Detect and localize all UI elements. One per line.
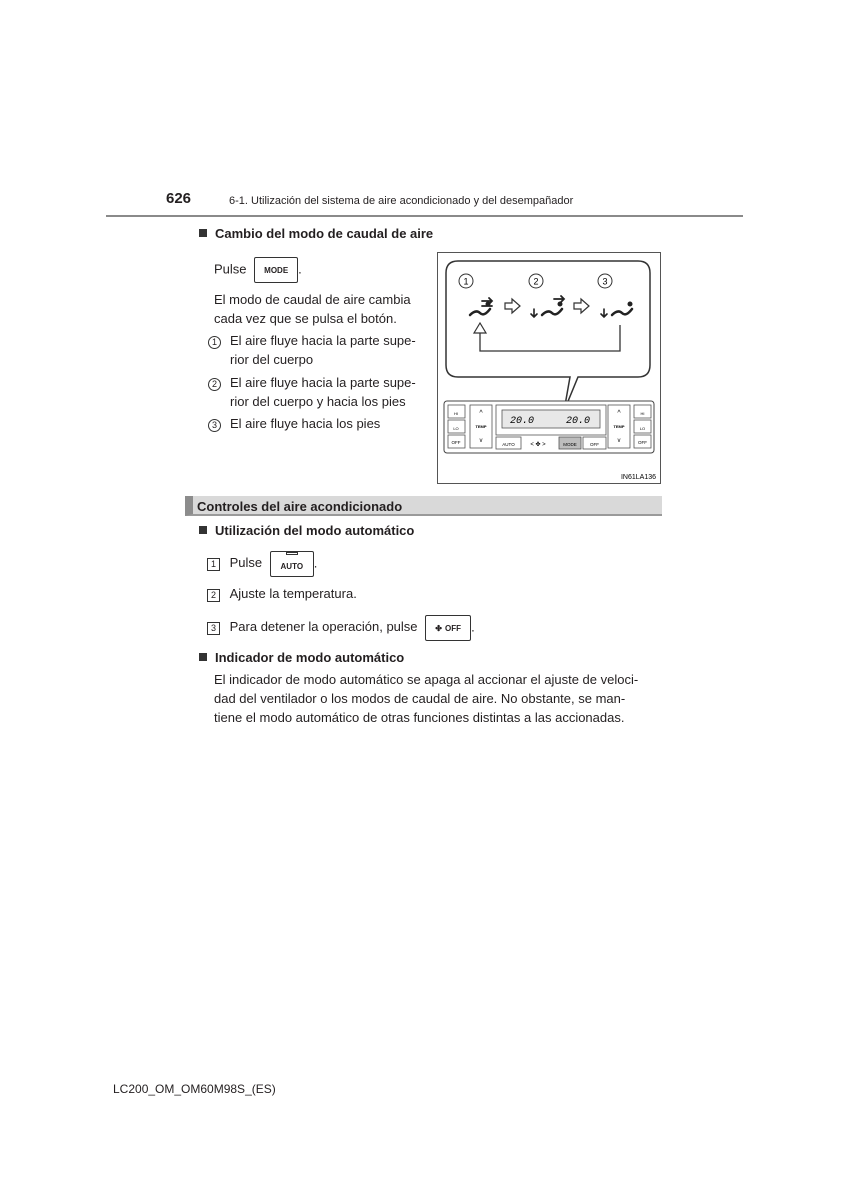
fan-icon: ✤ [435,623,442,633]
svg-text:OFF: OFF [638,440,647,445]
fan-off-key-icon: ✤ OFF [425,615,471,641]
mode-key-icon: MODE [254,257,298,283]
step-number: 1 [207,558,220,571]
figure-code: IN61LA136 [620,474,656,481]
air-mode-description: El modo de caudal de aire cambia cada vez que se pulsa el botón. [214,292,411,326]
header-rule [106,215,743,217]
auto-step-3: 3 Para detener la operación, pulse ✤ OFF . [207,615,475,641]
svg-text:TEMP: TEMP [475,424,487,429]
svg-text:OFF: OFF [451,440,461,445]
running-header: 6-1. Utilización del sistema de aire acondicionado y del desempañador [229,195,574,207]
indicator-paragraph: El indicador de modo automático se apaga al accionar el ajuste de veloci- dad del ventilador o los modos de caudal de aire. No obstante, se man- tiene el modo automático de otras funciones distintas a las accionadas. [214,672,639,725]
svg-text:TEMP: TEMP [613,424,625,429]
step-number: 3 [207,622,220,635]
svg-text:v: v [479,438,483,444]
section-title: Controles del aire acondicionado [197,499,403,514]
svg-text:v: v [617,438,621,444]
footer-code: LC200_OM_OM60M98S_(ES) [113,1082,276,1096]
svg-text:2: 2 [533,276,539,287]
climate-panel-figure [437,252,661,484]
svg-text:20.0: 20.0 [566,416,591,427]
svg-text:< ✤ >: < ✤ > [530,442,546,448]
svg-text:AUTO: AUTO [502,442,515,447]
auto-step-1: 1 Pulse AUTO . [207,551,317,577]
page-number: 626 [166,190,192,207]
climate-panel-illustration [438,253,660,483]
svg-text:^: ^ [479,410,483,417]
square-bullet-icon [199,229,207,237]
svg-text:1: 1 [463,276,469,287]
auto-key-icon: AUTO [270,551,314,577]
air-mode-item-1: 1 El aire fluye hacia la parte supe- rior del cuerpo [208,331,428,369]
svg-text:LO: LO [453,426,459,431]
svg-text:MODE: MODE [563,442,577,447]
air-mode-item-2: 2 El aire fluye hacia la parte supe- rior del cuerpo y hacia los pies [208,373,428,411]
svg-text:3: 3 [602,276,608,287]
air-mode-item-3: 3 El aire fluye hacia los pies [208,414,428,433]
square-bullet-icon [199,653,207,661]
step-number: 2 [207,589,220,602]
control-panel [444,401,654,453]
svg-text:LO: LO [639,426,646,431]
svg-text:HI: HI [640,411,645,416]
indicator-heading: Indicador de modo automático [199,650,404,665]
auto-step-2: 2 Ajuste la temperatura. [207,584,357,603]
svg-text:HI: HI [454,411,458,416]
svg-text:20.0: 20.0 [510,416,535,427]
press-mode-line: Pulse MODE . [214,257,302,283]
svg-text:OFF: OFF [590,442,599,447]
svg-text:^: ^ [617,410,621,417]
item-number: 3 [208,419,221,432]
item-number: 1 [208,336,221,349]
auto-mode-heading: Utilización del modo automático [199,523,414,538]
item-number: 2 [208,378,221,391]
air-mode-heading: Cambio del modo de caudal de aire [199,226,433,241]
square-bullet-icon [199,526,207,534]
